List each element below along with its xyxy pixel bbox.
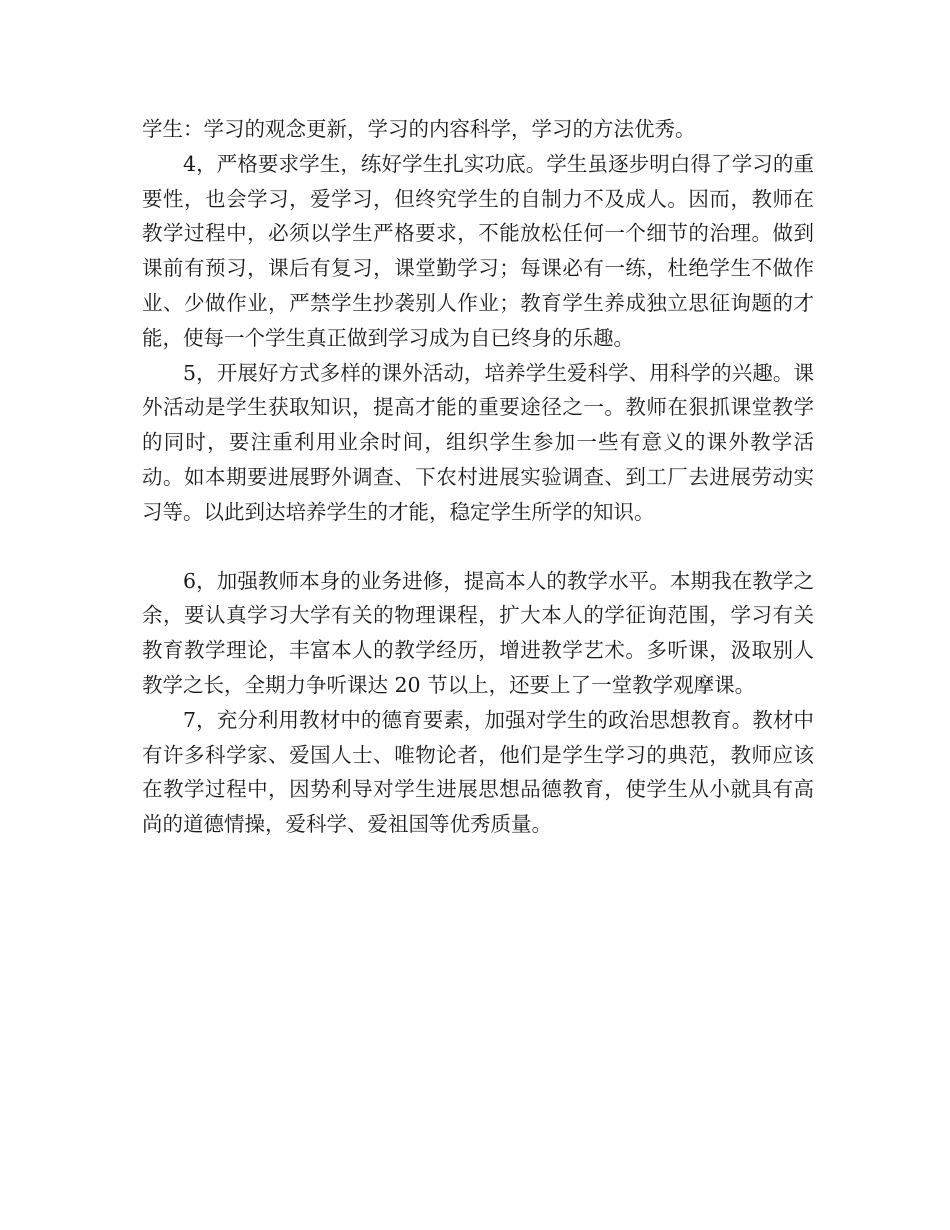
document-body bbox=[142, 112, 814, 842]
paragraph-item-7: 7，充分利用教材中的德育要素，加强对学生的政治思想教育。教材中有许多科学家、爱国人士、唯物论者，他们是学生学习的典范，教师应该在教学过程中，因势利导对学生进展思想品德教育，使学生从小就具有高尚的道德情操，爱科学、爱祖国等优秀质量。 bbox=[142, 707, 814, 837]
paragraph-item-4: 4，严格要求学生，练好学生扎实功底。学生虽逐步明白得了学习的重要性，也会学习，爱学习，但终究学生的自制力不及成人。因而，教师在教学过程中，必须以学生严格要求，不能放松任何一个细节的治理。做到课前有预习，课后有复习，课堂勤学习；每课必有一练，杜绝学生不做作业、少做作业，严禁学生抄袭别人作业；教育学生养成独立思征询题的才能，使每一个学生真正做到学习成为自已终身的乐趣。 bbox=[142, 151, 814, 350]
paragraph-continuation: 学生：学习的观念更新，学习的内容科学，学习的方法优秀。 bbox=[142, 117, 696, 141]
paragraph-item-5: 5，开展好方式多样的课外活动，培养学生爱科学、用科学的兴趣。课外活动是学生获取知识，提高才能的重要途径之一。教师在狠抓课堂教学的同时，要注重利用业余时间，组织学生参加一些有意义的课外教学活动。如本期要进展野外调查、下农村进展实验调查、到工厂去进展劳动实习等。以此到达培养学生的才能，稳定学生所学的知识。 bbox=[142, 360, 814, 524]
paragraph-item-6: 6，加强教师本身的业务进修，提高本人的教学水平。本期我在教学之余，要认真学习大学有关的物理课程，扩大本人的学征询范围，学习有关教育教学理论，丰富本人的教学经历，增进教学艺术。多听课，汲取别人教学之长，全期力争听课达 20 节以上，还要上了一堂教学观摩课。 bbox=[142, 568, 814, 697]
